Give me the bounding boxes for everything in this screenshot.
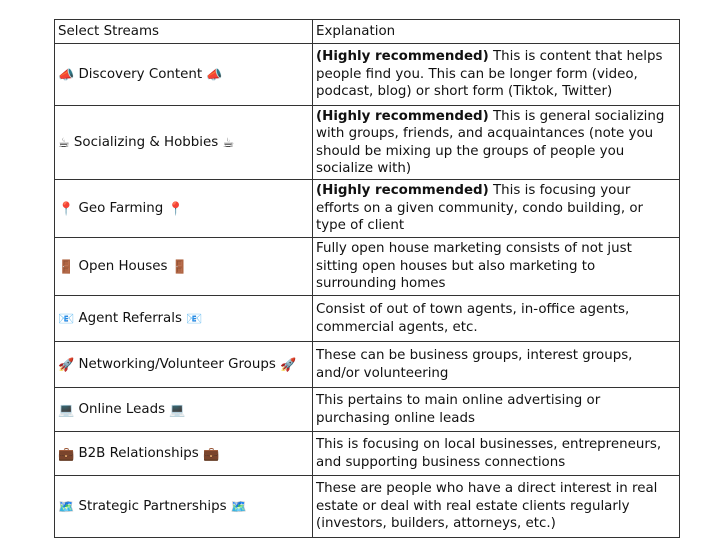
rocket-icon: 🚀 (58, 357, 75, 373)
table-row (55, 432, 680, 476)
door-icon: 🚪 (171, 259, 188, 275)
coffee-icon: ☕ (58, 135, 70, 151)
recommendation-label: (Highly recommended) (316, 108, 489, 124)
briefcase-icon: 💼 (203, 446, 220, 462)
pin-icon: 📍 (167, 201, 184, 217)
table-row (55, 388, 680, 432)
stream-cell (55, 432, 313, 476)
stream-cell (55, 342, 313, 388)
stream-cell (55, 296, 313, 342)
laptop-icon: 💻 (169, 402, 186, 418)
explanation-cell (313, 388, 680, 432)
explanation-cell (313, 180, 680, 238)
explanation-cell (313, 342, 680, 388)
table-row (55, 106, 680, 180)
explanation-cell (313, 44, 680, 106)
map-icon: 🗺️ (230, 499, 248, 515)
stream-name: Open Houses (78, 258, 168, 274)
explanation-text: Fully open house marketing consists of not just sitting open houses but also marketing to surrounding homes (316, 241, 632, 292)
explanation-text: This is content that helps people find you. This can be longer form (video, podcast, blog) or short form (Tiktok, Twitter) (316, 49, 663, 100)
stream-name: Geo Farming (78, 200, 164, 216)
stream-name: Discovery Content (78, 66, 203, 82)
pin-icon: 📍 (58, 201, 75, 217)
megaphone-icon: 📣 (58, 67, 75, 83)
megaphone-icon: 📣 (206, 67, 223, 83)
header-explanation: Explanation (313, 20, 680, 44)
explanation-cell (313, 476, 680, 538)
coffee-icon: ☕ (222, 135, 235, 151)
stream-cell (55, 238, 313, 296)
recommendation-label: (Highly recommended) (316, 49, 489, 65)
stream-name: B2B Relationships (78, 445, 199, 461)
table-row (55, 238, 680, 296)
explanation-text: These are people who have a direct interest in real estate or deal with real estate clients regularly (investors, builders, attorneys, etc.) (316, 481, 658, 532)
table-row (55, 44, 680, 106)
explanation-text: Consist of out of town agents, in-office agents, commercial agents, etc. (316, 302, 630, 335)
stream-name: Strategic Partnerships (78, 498, 227, 514)
email-icon: 📧 (58, 311, 75, 327)
stream-cell (55, 476, 313, 538)
explanation-text: These can be business groups, interest groups, and/or volunteering (316, 348, 633, 381)
briefcase-icon: 💼 (58, 446, 75, 462)
explanation-cell (313, 432, 680, 476)
rocket-icon: 🚀 (280, 357, 297, 373)
explanation-cell (313, 296, 680, 342)
explanation-text: This is focusing on local businesses, entrepreneurs, and supporting business connections (316, 437, 662, 470)
header-select-streams: Select Streams (55, 20, 313, 44)
explanation-text: This pertains to main online advertising or purchasing online leads (316, 393, 601, 426)
stream-name: Networking/Volunteer Groups (78, 356, 276, 372)
explanation-text: This is focusing your efforts on a given community, condo building, or type of client (316, 183, 644, 234)
table-row (55, 342, 680, 388)
email-icon: 📧 (186, 311, 203, 327)
explanation-cell (313, 106, 680, 180)
table-row (55, 476, 680, 538)
streams-table (54, 19, 680, 538)
header-row (55, 20, 680, 44)
door-icon: 🚪 (58, 259, 75, 275)
stream-cell (55, 388, 313, 432)
map-icon: 🗺️ (58, 499, 75, 515)
explanation-cell (313, 238, 680, 296)
stream-name: Agent Referrals (78, 310, 182, 326)
laptop-icon: 💻 (58, 402, 75, 418)
stream-cell (55, 106, 313, 180)
stream-name: Online Leads (78, 401, 166, 417)
recommendation-label: (Highly recommended) (316, 183, 489, 199)
table-row (55, 296, 680, 342)
stream-cell (55, 180, 313, 238)
stream-cell (55, 44, 313, 106)
table-row (55, 180, 680, 238)
stream-name: Socializing & Hobbies (73, 134, 219, 150)
explanation-text: This is general socializing with groups, friends, and acquaintances (note you should be mixing up the groups of people you socialize with) (316, 108, 665, 176)
